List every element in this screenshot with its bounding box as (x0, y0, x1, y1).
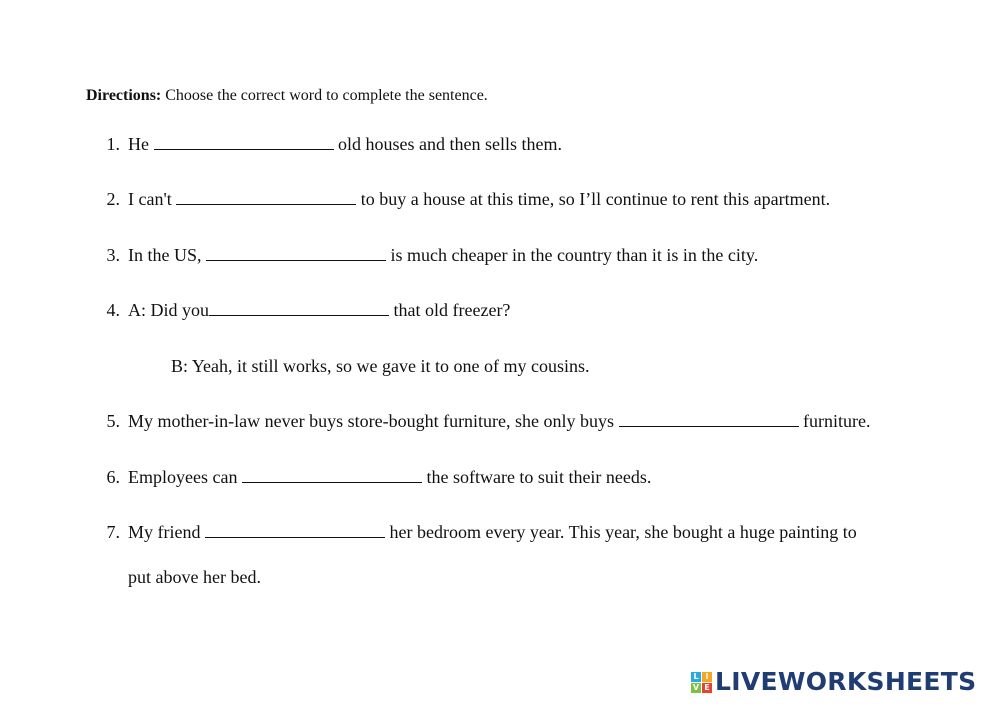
directions-text: Choose the correct word to complete the sentence. (161, 87, 488, 104)
answer-blank-4[interactable] (209, 300, 389, 316)
logo-icon-letter: E (702, 683, 712, 693)
answer-blank-5[interactable] (619, 411, 799, 427)
logo-icon-letter: V (692, 682, 700, 692)
logo-text: LIVEWORKSHEETS (715, 667, 977, 696)
question-text-before: Employees can (128, 467, 242, 487)
answer-blank-3[interactable] (206, 245, 386, 261)
directions-label: Directions: (86, 87, 162, 104)
directions (86, 87, 488, 105)
question-text-before: My friend (128, 522, 205, 542)
question-number: 7. (106, 522, 120, 542)
question-7-continuation: put above her bed. (128, 567, 261, 587)
question-text-after: her bedroom every year. This year, she bought a huge painting to (384, 522, 857, 542)
question-4-response: B: Yeah, it still works, so we gave it to one of my cousins. (171, 356, 590, 376)
question-text-before: He (128, 134, 154, 154)
question-number: 1. (106, 134, 120, 154)
answer-blank-7[interactable] (205, 522, 385, 538)
question-text-after: is much cheaper in the country than it is in the city. (386, 245, 759, 265)
question-text-before: A: Did you (128, 300, 209, 320)
question-text-after: old houses and then sells them. (333, 134, 562, 154)
question-number: 4. (106, 300, 120, 320)
logo-icon-letter: I (702, 672, 712, 682)
liveworksheets-logo (691, 668, 976, 696)
question-text-after: the software to suit their needs. (421, 467, 652, 487)
answer-blank-6[interactable] (242, 467, 422, 483)
question-number: 5. (106, 411, 120, 431)
logo-icon-letter: L (691, 672, 701, 682)
question-text-after: furniture. (798, 411, 871, 431)
live-logo-icon (691, 672, 712, 693)
question-text-after: that old freezer? (389, 300, 511, 320)
answer-blank-2[interactable] (176, 189, 356, 205)
question-text-after: to buy a house at this time, so I’ll continue to rent this apartment. (356, 189, 831, 209)
question-number: 6. (106, 467, 120, 487)
answer-blank-1[interactable] (154, 134, 334, 150)
question-text-before: My mother-in-law never buys store-bought furniture, she only buys (128, 411, 619, 431)
question-text-before: I can't (128, 189, 177, 209)
question-number: 2. (106, 189, 120, 209)
question-number: 3. (106, 245, 120, 265)
question-text-before: In the US, (128, 245, 206, 265)
